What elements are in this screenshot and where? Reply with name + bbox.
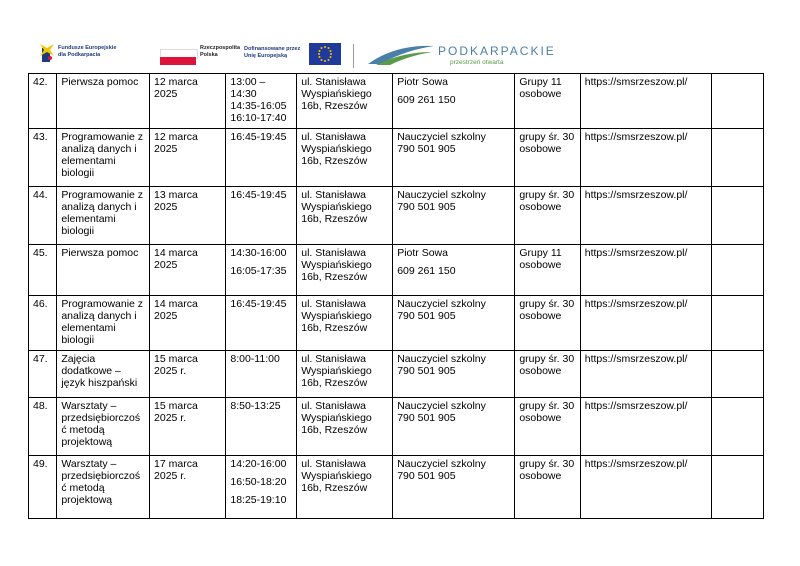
contact-cell-line: Piotr Sowa <box>397 76 448 88</box>
date-cell-line: 13 marca <box>154 189 198 201</box>
row-number: 46. <box>29 296 57 351</box>
topic-cell-line: elementami <box>61 213 116 225</box>
group-cell-line: grupy śr. 30 <box>519 458 575 470</box>
place-cell-line: Wyspiańskiego <box>301 259 372 271</box>
eu-line1: Dofinansowane przez <box>244 46 301 52</box>
time-cell <box>226 129 297 187</box>
rp-line2: Polska <box>200 52 218 58</box>
place-cell-line: 16b, Rzeszów <box>301 271 368 283</box>
fe-line1: Fundusze Europejskie <box>58 45 117 51</box>
contact-cell-line: 790 501 905 <box>397 365 456 377</box>
contact-cell <box>393 187 515 245</box>
podkarpackie-logo <box>366 40 556 70</box>
time-cell <box>226 245 297 296</box>
date-cell-line: 2025 <box>154 88 178 100</box>
contact-cell-line: Nauczyciel szkolny <box>397 189 486 201</box>
place-cell <box>297 351 393 398</box>
place-cell-line: ul. Stanisława <box>301 131 367 143</box>
contact-cell <box>393 74 515 129</box>
place-cell-line: Wyspiańskiego <box>301 470 372 482</box>
place-cell <box>297 296 393 351</box>
row-number: 45. <box>29 245 57 296</box>
time-cell-line: 16:05-17:35 <box>230 265 287 277</box>
group-cell-line: osobowe <box>519 259 562 271</box>
group-cell-line: osobowe <box>519 201 562 213</box>
group-cell <box>515 456 580 519</box>
topic-cell <box>57 74 150 129</box>
place-cell-line: 16b, Rzeszów <box>301 155 368 167</box>
date-cell <box>150 74 226 129</box>
contact-cell-line: 790 501 905 <box>397 201 456 213</box>
time-cell-line: 8:50-13:25 <box>230 400 281 412</box>
eu-line2: Unię Europejską <box>244 53 288 59</box>
place-cell-line: ul. Stanisława <box>301 247 367 259</box>
extra-cell <box>711 74 763 129</box>
extra-cell <box>711 245 763 296</box>
time-cell-line: 14:20-16:00 <box>230 458 287 470</box>
contact-cell-line: Nauczyciel szkolny <box>397 400 486 412</box>
table-row <box>29 245 764 296</box>
date-cell-line: 2025 <box>154 143 178 155</box>
extra-cell <box>711 187 763 245</box>
contact-cell-line: Nauczyciel szkolny <box>397 298 486 310</box>
topic-cell-line: Pierwsza pomoc <box>61 76 139 88</box>
contact-cell-line: Nauczyciel szkolny <box>397 131 486 143</box>
time-cell-line: 14:30 <box>230 88 257 100</box>
contact-cell-line: 790 501 905 <box>397 310 456 322</box>
place-cell-line: 16b, Rzeszów <box>301 213 368 225</box>
topic-cell <box>57 129 150 187</box>
group-cell-line: osobowe <box>519 143 562 155</box>
date-cell-line: 2025 r. <box>154 412 187 424</box>
topic-cell-line: analizą danych i <box>61 310 137 322</box>
place-cell-line: 16b, Rzeszów <box>301 482 368 494</box>
group-cell-line: grupy śr. 30 <box>519 298 575 310</box>
contact-cell <box>393 398 515 456</box>
place-cell-line: 16b, Rzeszów <box>301 100 368 112</box>
date-cell-line: 15 marca <box>154 353 198 365</box>
date-cell-line: 12 marca <box>154 76 198 88</box>
row-number: 42. <box>29 74 57 129</box>
topic-cell-line: Programowanie z <box>61 131 144 143</box>
place-cell <box>297 456 393 519</box>
pk-sub: przestrzeń otwarta <box>450 59 504 66</box>
topic-cell-line: biologii <box>61 334 95 346</box>
contact-cell-line: 609 261 150 <box>397 265 456 277</box>
extra-cell <box>711 456 763 519</box>
place-cell-line: ul. Stanisława <box>301 76 367 88</box>
extra-cell <box>711 398 763 456</box>
pk-name: PODKARPACKIE <box>438 44 556 58</box>
date-cell-line: 2025 <box>154 259 178 271</box>
contact-cell-line: Nauczyciel szkolny <box>397 353 486 365</box>
time-cell-line: 18:25-19:10 <box>230 494 287 506</box>
date-cell <box>150 456 226 519</box>
topic-cell <box>57 187 150 245</box>
place-cell-line: Wyspiańskiego <box>301 365 372 377</box>
date-cell <box>150 296 226 351</box>
time-cell <box>226 456 297 519</box>
date-cell <box>150 129 226 187</box>
topic-cell <box>57 296 150 351</box>
topic-cell <box>57 398 150 456</box>
table-row <box>29 398 764 456</box>
group-cell <box>515 296 580 351</box>
date-cell <box>150 351 226 398</box>
table-row <box>29 351 764 398</box>
url-cell[interactable]: https://smsrzeszow.pl/ <box>580 296 711 351</box>
group-cell <box>515 398 580 456</box>
time-cell <box>226 296 297 351</box>
contact-cell <box>393 296 515 351</box>
group-cell-line: grupy śr. 30 <box>519 400 575 412</box>
schedule-table <box>28 73 764 519</box>
logo-divider <box>353 44 354 68</box>
date-cell-line: 2025 <box>154 310 178 322</box>
place-cell-line: Wyspiańskiego <box>301 310 372 322</box>
place-cell <box>297 398 393 456</box>
topic-cell-line: biologii <box>61 225 95 237</box>
date-cell <box>150 245 226 296</box>
date-cell <box>150 398 226 456</box>
topic-cell-line: przedsiębiorczoś <box>61 470 141 482</box>
group-cell-line: Grupy 11 <box>519 247 562 259</box>
group-cell <box>515 129 580 187</box>
url-cell[interactable]: https://smsrzeszow.pl/ <box>580 245 711 296</box>
group-cell-line: osobowe <box>519 470 562 482</box>
group-cell-line: grupy śr. 30 <box>519 131 575 143</box>
time-cell-line: 13:00 – <box>230 76 266 88</box>
pl-flag-red <box>160 57 196 65</box>
time-cell-line: 8:00-11:00 <box>230 353 280 365</box>
contact-cell-line: 790 501 905 <box>397 143 456 155</box>
url-cell[interactable]: https://smsrzeszow.pl/ <box>580 187 711 245</box>
group-cell-line: grupy śr. 30 <box>519 353 575 365</box>
group-cell-line: osobowe <box>519 365 562 377</box>
row-number: 48. <box>29 398 57 456</box>
topic-cell-line: język hiszpański <box>61 377 138 389</box>
date-cell-line: 14 marca <box>154 298 198 310</box>
place-cell-line: 16b, Rzeszów <box>301 322 368 334</box>
table-row <box>29 74 764 129</box>
date-cell-line: 17 marca <box>154 458 198 470</box>
group-cell <box>515 351 580 398</box>
time-cell <box>226 187 297 245</box>
place-cell <box>297 129 393 187</box>
place-cell-line: Wyspiańskiego <box>301 412 372 424</box>
row-number: 44. <box>29 187 57 245</box>
topic-cell-line: ć metodą <box>61 424 105 436</box>
contact-cell <box>393 456 515 519</box>
url-cell[interactable]: https://smsrzeszow.pl/ <box>580 398 711 456</box>
contact-cell-line: Piotr Sowa <box>397 247 448 259</box>
place-cell <box>297 187 393 245</box>
contact-cell-line: Nauczyciel szkolny <box>397 458 486 470</box>
topic-cell <box>57 456 150 519</box>
topic-cell-line: Zajęcia <box>61 353 96 365</box>
topic-cell-line: Warsztaty – <box>61 458 117 470</box>
rp-line1: Rzeczpospolita <box>200 45 241 51</box>
time-cell-line: 16:10-17:40 <box>230 112 287 124</box>
place-cell-line: ul. Stanisława <box>301 298 367 310</box>
group-cell <box>515 74 580 129</box>
fe-star-icon <box>38 42 56 66</box>
date-cell-line: 2025 r. <box>154 365 187 377</box>
place-cell-line: ul. Stanisława <box>301 400 367 412</box>
contact-cell <box>393 351 515 398</box>
topic-cell-line: projektową <box>61 436 113 448</box>
table-row <box>29 296 764 351</box>
row-number: 43. <box>29 129 57 187</box>
date-cell-line: 15 marca <box>154 400 198 412</box>
contact-cell-line: 609 261 150 <box>397 94 456 106</box>
time-cell-line: 16:50-18:20 <box>230 476 287 488</box>
topic-cell-line: analizą danych i <box>61 201 137 213</box>
date-cell-line: 14 marca <box>154 247 198 259</box>
group-cell <box>515 245 580 296</box>
group-cell-line: Grupy 11 <box>519 76 562 88</box>
place-cell-line: Wyspiańskiego <box>301 88 372 100</box>
topic-cell-line: biologii <box>61 167 95 179</box>
extra-cell <box>711 296 763 351</box>
place-cell-line: 16b, Rzeszów <box>301 424 368 436</box>
eu-logo <box>244 40 364 70</box>
topic-cell-line: projektową <box>61 494 113 506</box>
row-number: 47. <box>29 351 57 398</box>
topic-cell <box>57 351 150 398</box>
group-cell <box>515 187 580 245</box>
place-cell-line: 16b, Rzeszów <box>301 377 368 389</box>
contact-cell <box>393 129 515 187</box>
table-row <box>29 456 764 519</box>
time-cell <box>226 398 297 456</box>
contact-cell <box>393 245 515 296</box>
topic-cell-line: Pierwsza pomoc <box>61 247 139 259</box>
time-cell-line: 14:35-16:05 <box>230 100 287 112</box>
topic-cell-line: Programowanie z <box>61 189 144 201</box>
row-number: 49. <box>29 456 57 519</box>
time-cell <box>226 351 297 398</box>
fe-line2: dla Podkarpacia <box>58 52 101 58</box>
date-cell <box>150 187 226 245</box>
logo-bar <box>38 40 758 70</box>
extra-cell <box>711 129 763 187</box>
topic-cell-line: elementami <box>61 322 116 334</box>
group-cell-line: osobowe <box>519 88 562 100</box>
topic-cell-line: Programowanie z <box>61 298 144 310</box>
time-cell-line: 16:45-19:45 <box>230 131 287 143</box>
time-cell-line: 16:45-19:45 <box>230 189 287 201</box>
group-cell-line: grupy śr. 30 <box>519 189 575 201</box>
place-cell-line: ul. Stanisława <box>301 353 367 365</box>
fundusze-europejskie-logo <box>38 40 148 70</box>
place-cell <box>297 245 393 296</box>
eu-flag-icon <box>309 43 341 65</box>
podkarpackie-swoosh-icon <box>366 40 436 66</box>
topic-cell <box>57 245 150 296</box>
url-cell[interactable]: https://smsrzeszow.pl/ <box>580 74 711 129</box>
table-row <box>29 187 764 245</box>
topic-cell-line: dodatkowe – <box>61 365 121 377</box>
date-cell-line: 2025 r. <box>154 470 187 482</box>
url-cell[interactable]: https://smsrzeszow.pl/ <box>580 456 711 519</box>
topic-cell-line: elementami <box>61 155 116 167</box>
date-cell-line: 12 marca <box>154 131 198 143</box>
topic-cell-line: przedsiębiorczoś <box>61 412 141 424</box>
contact-cell-line: 790 501 905 <box>397 412 456 424</box>
place-cell-line: Wyspiańskiego <box>301 143 372 155</box>
date-cell-line: 2025 <box>154 201 178 213</box>
time-cell-line: 14:30-16:00 <box>230 247 287 259</box>
contact-cell-line: 790 501 905 <box>397 470 456 482</box>
topic-cell-line: ć metodą <box>61 482 105 494</box>
group-cell-line: osobowe <box>519 412 562 424</box>
rzeczpospolita-logo <box>160 40 250 70</box>
time-cell-line: 16:45-19:45 <box>230 298 287 310</box>
place-cell <box>297 74 393 129</box>
place-cell-line: ul. Stanisława <box>301 458 367 470</box>
topic-cell-line: Warsztaty – <box>61 400 117 412</box>
url-cell[interactable]: https://smsrzeszow.pl/ <box>580 351 711 398</box>
place-cell-line: ul. Stanisława <box>301 189 367 201</box>
place-cell-line: Wyspiańskiego <box>301 201 372 213</box>
extra-cell <box>711 351 763 398</box>
url-cell[interactable]: https://smsrzeszow.pl/ <box>580 129 711 187</box>
time-cell <box>226 74 297 129</box>
table-row <box>29 129 764 187</box>
group-cell-line: osobowe <box>519 310 562 322</box>
topic-cell-line: analizą danych i <box>61 143 137 155</box>
